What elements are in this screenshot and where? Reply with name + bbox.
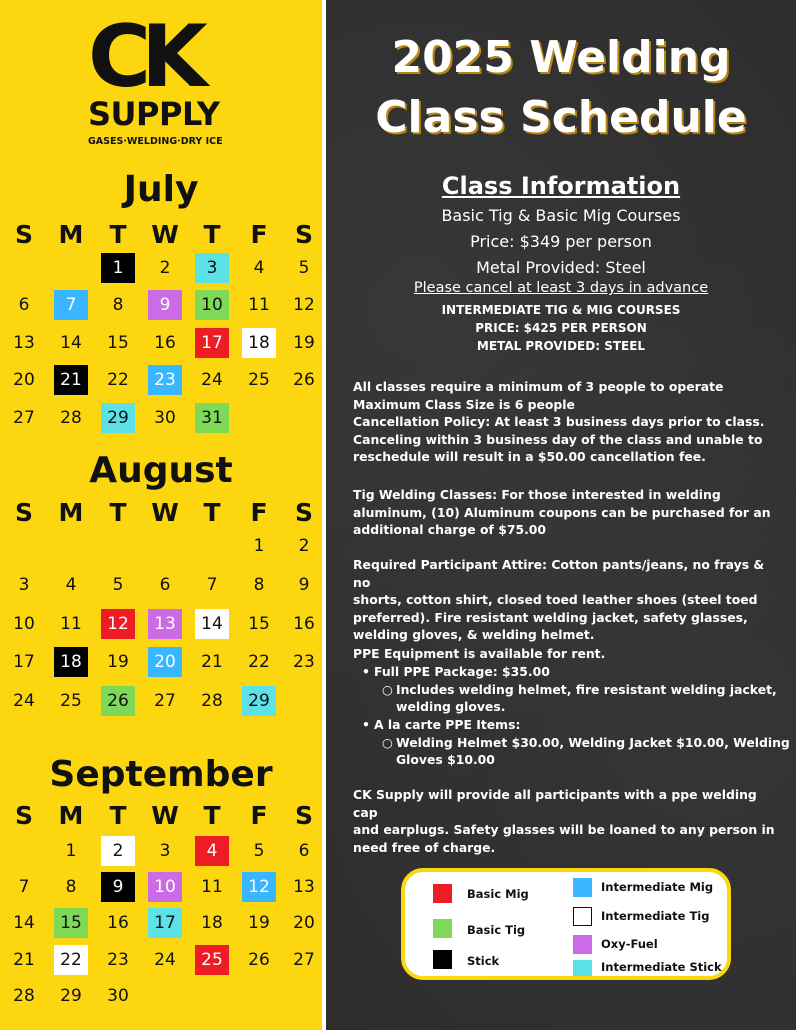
intermediate-metal-line: METAL PROVIDED: STEEL [476,339,646,353]
ppe-carte-sub2: Gloves $10.00 [396,752,495,767]
logo-tagline: GASES·WELDING·DRY ICE [88,136,223,147]
calendar-day-july-20: 20 [13,370,35,391]
calendar-day-august-17: 17 [13,652,35,673]
weekday-label: S [294,801,313,830]
calendar-day-july-6: 6 [18,295,30,316]
weekday-label: S [294,220,313,249]
calendar-day-september-5: 5 [253,841,265,861]
calendar-day-july-24: 24 [201,370,223,391]
calendar-day-september-13: 13 [293,877,315,898]
legend-intermediate-stick: Intermediate Stick [601,960,722,974]
bullet-circle: ○ [382,735,393,750]
bullet-dot: • [362,717,370,732]
calendar-day-july-29: 29 [101,403,135,433]
basic-mig-swatch [433,884,452,903]
calendar-day-july-10: 10 [195,290,229,320]
weekday-label: T [203,220,221,249]
calendar-day-september-26: 26 [248,949,270,970]
calendar-day-august-18: 18 [54,647,88,677]
calendar-day-september-14: 14 [13,913,35,934]
page-title-line1: 2025 Welding [391,32,731,83]
weekday-label: F [250,801,268,830]
ppe-full-sub1: Includes welding helmet, fire resistant welding jacket, [396,682,777,697]
calendar-day-july-1: 1 [101,253,135,283]
calendar-day-september-4: 4 [195,836,229,866]
gear-line: and earplugs. Safety glasses will be loaned to any person in [353,822,775,837]
intermediate-course-line: INTERMEDIATE TIG & MIG COURSES [441,303,681,317]
calendar-day-july-14: 14 [60,332,82,353]
weekday-label: T [109,801,127,830]
calendar-day-july-12: 12 [293,295,315,316]
month-title-september: September [49,754,273,795]
tig-line: aluminum, (10) Aluminum coupons can be purchased for an [353,504,771,520]
policy-line: Cancellation Policy: At least 3 business days prior to class. [353,414,765,429]
legend-intermediate-tig: Intermediate Tig [601,909,710,923]
calendar-day-july-30: 30 [154,407,176,428]
calendar-day-september-21: 21 [13,949,35,970]
calendar-day-july-23: 23 [148,365,182,395]
calendar-day-july-28: 28 [60,407,82,428]
calendar-day-july-18: 18 [242,328,276,358]
calendar-day-august-12: 12 [101,609,135,639]
basic-course-line: Basic Tig & Basic Mig Courses [441,206,681,225]
calendar-day-july-26: 26 [293,370,315,391]
class-policy-paragraph [353,378,785,466]
calendar-day-august-26: 26 [101,686,135,716]
calendar-day-july-9: 9 [148,290,182,320]
calendar-day-august-14: 14 [195,609,229,639]
calendar-day-july-2: 2 [159,258,171,278]
policy-line: Canceling within 3 business day of the class and unable to [353,431,763,447]
calendar-day-july-15: 15 [107,332,129,353]
class-info-heading: Class Information [441,172,681,200]
policy-line: All classes require a minimum of 3 people to operate [353,379,724,394]
tig-aluminum-paragraph [353,486,785,539]
attire-line: Required Participant Attire: Cotton pants/jeans, no frays & no [353,557,765,590]
class-color-legend [401,868,731,980]
attire-paragraph [353,556,785,644]
calendar-day-july-13: 13 [13,332,35,353]
calendar-day-august-3: 3 [18,574,30,595]
calendar-panel [0,0,322,1030]
month-title-july: July [123,169,199,210]
calendar-day-september-22: 22 [54,945,88,975]
calendar-day-july-25: 25 [248,370,270,391]
intermediate-mig-swatch [573,878,592,897]
calendar-day-september-19: 19 [248,913,270,934]
calendar-day-august-9: 9 [298,574,310,595]
legend-stick: Stick [467,954,500,968]
policy-line: Maximum Class Size is 6 people [353,396,575,412]
calendar-day-september-23: 23 [107,949,129,970]
weekday-label: S [14,801,33,830]
weekday-label: M [58,498,84,527]
oxy-fuel-swatch [573,935,592,954]
weekday-label: S [14,498,33,527]
calendar-day-july-3: 3 [195,253,229,283]
weekday-label: T [109,220,127,249]
calendar-day-august-1: 1 [253,536,265,556]
tig-line: Tig Welding Classes: For those interested in welding [353,487,721,502]
bullet-circle: ○ [382,682,393,697]
gear-line: CK Supply will provide all participants with a ppe welding cap [353,787,757,820]
attire-line: shorts, cotton shirt, closed toed leather shoes (steel toed [353,592,758,607]
calendar-day-september-24: 24 [154,949,176,970]
calendar-day-august-29: 29 [242,686,276,716]
weekday-label: F [250,220,268,249]
weekday-label: M [58,220,84,249]
logo-supply-text: SUPPLY [88,95,220,133]
calendar-day-september-12: 12 [242,872,276,902]
calendar-day-july-31: 31 [195,403,229,433]
intermediate-tig-swatch [573,907,592,926]
policy-line: reschedule will result in a $50.00 cancellation fee. [353,449,706,464]
weekday-label: M [58,801,84,830]
calendar-day-september-3: 3 [159,841,171,861]
calendar-day-july-8: 8 [112,295,124,316]
weekday-label: T [109,498,127,527]
calendar-day-august-4: 4 [65,574,77,595]
calendar-day-july-27: 27 [13,407,35,428]
calendar-day-july-7: 7 [54,290,88,320]
calendar-day-august-13: 13 [148,609,182,639]
bullet-dot: • [362,664,370,679]
weekday-label: W [151,498,179,527]
ppe-full-package: Full PPE Package: $35.00 [374,664,550,679]
calendar-day-september-18: 18 [201,913,223,934]
calendar-day-september-17: 17 [148,908,182,938]
legend-basic-tig: Basic Tig [467,923,526,937]
calendar-day-august-24: 24 [13,691,35,712]
calendar-day-august-23: 23 [293,652,315,673]
calendar-day-september-30: 30 [107,985,129,1006]
intermediate-price-line: PRICE: $425 PER PERSON [475,321,647,335]
basic-price-line: Price: $349 per person [470,232,652,251]
weekday-label: T [203,498,221,527]
calendar-day-august-8: 8 [253,574,265,595]
intermediate-stick-swatch [573,960,592,976]
calendar-day-september-8: 8 [65,877,77,898]
calendar-day-august-22: 22 [248,652,270,673]
calendar-day-august-6: 6 [159,574,171,595]
basic-tig-swatch [433,919,452,938]
calendar-day-september-16: 16 [107,913,129,934]
tig-line: additional charge of $75.00 [353,522,547,537]
calendar-day-september-6: 6 [298,841,310,861]
calendar-day-september-9: 9 [101,872,135,902]
legend-oxy-fuel: Oxy-Fuel [601,937,658,951]
weekday-label: W [151,801,179,830]
month-title-august: August [89,450,233,491]
provided-gear-paragraph [353,786,785,856]
weekday-label: S [14,220,33,249]
logo-ck-mark: CK [88,7,198,107]
calendar-day-august-20: 20 [148,647,182,677]
calendar-day-august-5: 5 [112,574,124,595]
weekday-label: T [203,801,221,830]
calendar-day-july-5: 5 [298,258,310,278]
legend-intermediate-mig: Intermediate Mig [601,880,714,894]
calendar-day-july-4: 4 [253,258,265,278]
cancel-notice: Please cancel at least 3 days in advance [413,280,709,296]
calendar-day-july-22: 22 [107,370,129,391]
calendar-day-september-1: 1 [65,841,77,861]
calendar-day-july-19: 19 [293,332,315,353]
ppe-carte-sub1: Welding Helmet $30.00, Welding Jacket $10.00, Welding [396,735,790,750]
calendar-day-august-19: 19 [107,652,129,673]
calendar-day-august-28: 28 [201,691,223,712]
gear-line: need free of charge. [353,839,496,855]
attire-line: welding gloves, & welding helmet. [353,627,595,642]
weekday-label: S [294,498,313,527]
legend-basic-mig: Basic Mig [467,887,529,901]
calendar-day-july-16: 16 [154,332,176,353]
calendar-day-september-29: 29 [60,985,82,1006]
calendar-day-july-17: 17 [195,328,229,358]
calendar-day-september-20: 20 [293,913,315,934]
page-title-line2: Class Schedule [375,92,747,143]
calendar-day-august-11: 11 [60,613,82,634]
calendar-day-august-27: 27 [154,691,176,712]
calendar-day-september-15: 15 [54,908,88,938]
calendar-day-september-25: 25 [195,945,229,975]
calendar-day-august-25: 25 [60,691,82,712]
ppe-carte-items: A la carte PPE Items: [374,717,521,732]
calendar-day-august-7: 7 [206,574,218,595]
basic-metal-line: Metal Provided: Steel [476,258,646,277]
calendar-day-september-2: 2 [101,836,135,866]
ck-supply-logo [88,7,238,147]
ppe-intro: PPE Equipment is available for rent. [353,646,606,661]
calendar-day-august-10: 10 [13,613,35,634]
calendar-day-august-2: 2 [298,536,310,556]
stick-swatch [433,950,452,969]
calendar-day-september-28: 28 [13,985,35,1006]
calendar-day-september-27: 27 [293,949,315,970]
weekday-label: W [151,220,179,249]
calendar-day-september-11: 11 [201,877,223,898]
calendar-day-august-15: 15 [248,613,270,634]
calendar-day-september-10: 10 [148,872,182,902]
calendar-day-july-21: 21 [54,365,88,395]
calendar-day-august-21: 21 [201,652,223,673]
calendar-day-july-11: 11 [248,295,270,316]
ppe-full-sub2: welding gloves. [396,699,506,714]
weekday-label: F [250,498,268,527]
attire-line: preferred). Fire resistant welding jacket, safety glasses, [353,609,748,625]
info-panel [326,0,796,1030]
calendar-day-august-16: 16 [293,613,315,634]
calendar-day-september-7: 7 [18,877,30,898]
